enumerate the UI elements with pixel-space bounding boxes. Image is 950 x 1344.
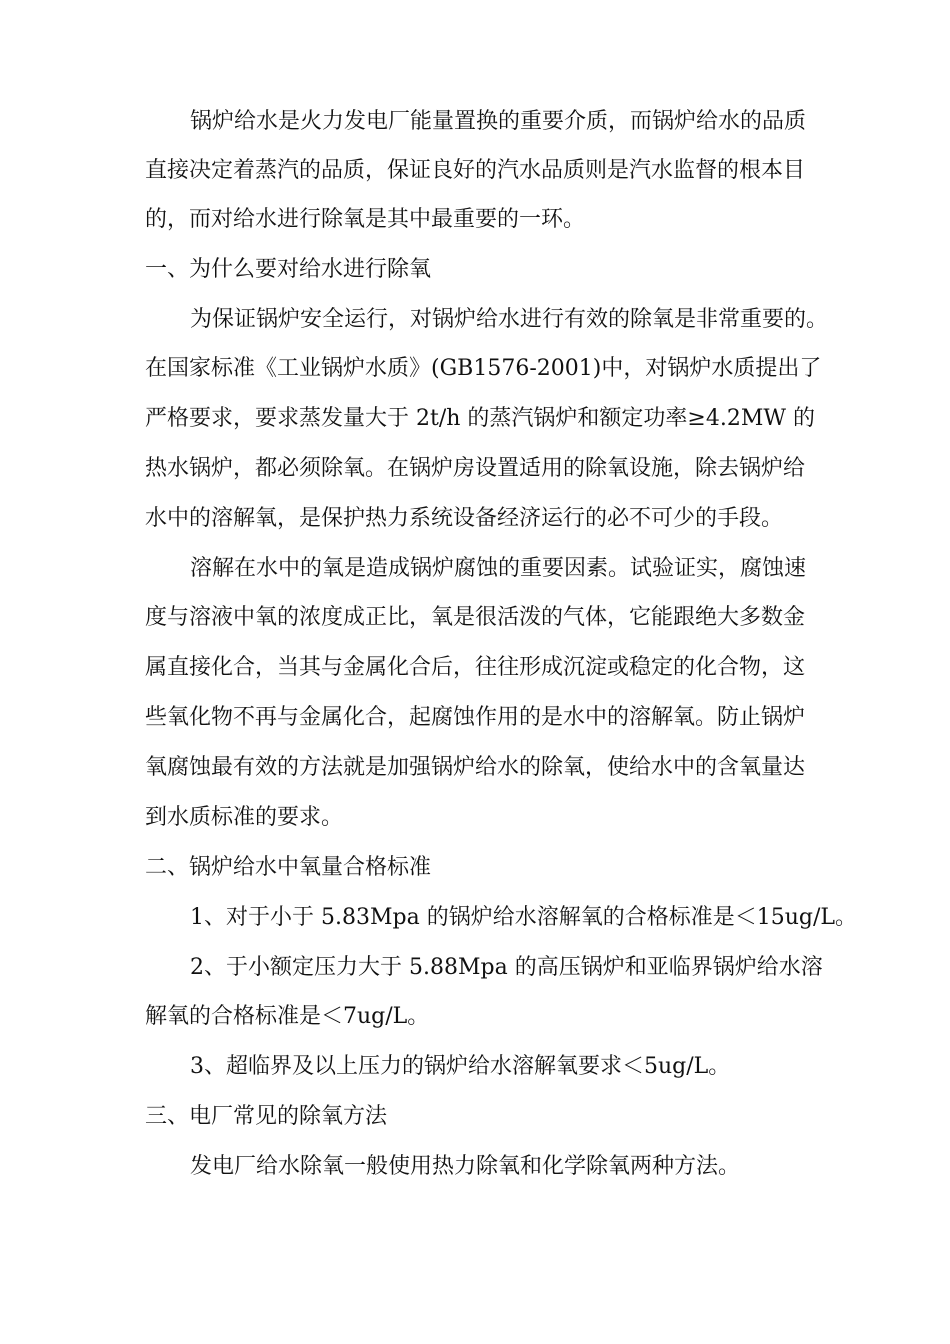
intro-line-2: 直接决定着蒸汽的品质，保证良好的汽水品质则是汽水监督的根本目 bbox=[145, 158, 806, 183]
section1-para2-line-1: 溶解在水中的氧是造成锅炉腐蚀的重要因素。试验证实，腐蚀速 bbox=[190, 556, 807, 581]
intro-line-1: 锅炉给水是火力发电厂能量置换的重要介质，而锅炉给水的品质 bbox=[190, 109, 807, 134]
section1-para2-line-6: 到水质标准的要求。 bbox=[145, 805, 344, 830]
section2-item-2-line-1: 2、于小额定压力大于 5.88Mpa 的高压锅炉和亚临界锅炉给水溶 bbox=[190, 955, 823, 980]
section2-heading: 二、锅炉给水中氧量合格标准 bbox=[145, 855, 432, 880]
section2-item-1: 1、对于小于 5.83Mpa 的锅炉给水溶解氧的合格标准是＜15ug/L。 bbox=[190, 905, 857, 930]
section1-para2-line-3: 属直接化合，当其与金属化合后，往往形成沉淀或稳定的化合物，这 bbox=[145, 655, 806, 680]
section1-para2-line-2: 度与溶液中氧的浓度成正比，氧是很活泼的气体，它能跟绝大多数金 bbox=[145, 605, 806, 630]
section3-para-1: 发电厂给水除氧一般使用热力除氧和化学除氧两种方法。 bbox=[190, 1154, 741, 1179]
section1-para1-line-5: 水中的溶解氧，是保护热力系统设备经济运行的必不可少的手段。 bbox=[145, 506, 784, 531]
section1-para1-line-1: 为保证锅炉安全运行，对锅炉给水进行有效的除氧是非常重要的。 bbox=[190, 307, 829, 332]
section1-para2-line-5: 氧腐蚀最有效的方法就是加强锅炉给水的除氧，使给水中的含氧量达 bbox=[145, 755, 806, 780]
section1-heading: 一、为什么要对给水进行除氧 bbox=[145, 257, 432, 282]
section2-item-2-line-2: 解氧的合格标准是＜7ug/L。 bbox=[145, 1004, 430, 1029]
section1-para1-line-2: 在国家标准《工业锅炉水质》(GB1576-2001)中，对锅炉水质提出了 bbox=[145, 356, 822, 381]
intro-line-3: 的，而对给水进行除氧是其中最重要的一环。 bbox=[145, 207, 586, 232]
section1-para1-line-4: 热水锅炉，都必须除氧。在锅炉房设置适用的除氧设施，除去锅炉给 bbox=[145, 456, 806, 481]
section3-heading: 三、电厂常见的除氧方法 bbox=[145, 1104, 388, 1129]
section2-item-3: 3、超临界及以上压力的锅炉给水溶解氧要求＜5ug/L。 bbox=[190, 1054, 731, 1079]
section1-para2-line-4: 些氧化物不再与金属化合，起腐蚀作用的是水中的溶解氧。防止锅炉 bbox=[145, 705, 806, 730]
section1-para1-line-3: 严格要求，要求蒸发量大于 2t/h 的蒸汽锅炉和额定功率≥4.2MW 的 bbox=[145, 406, 815, 431]
